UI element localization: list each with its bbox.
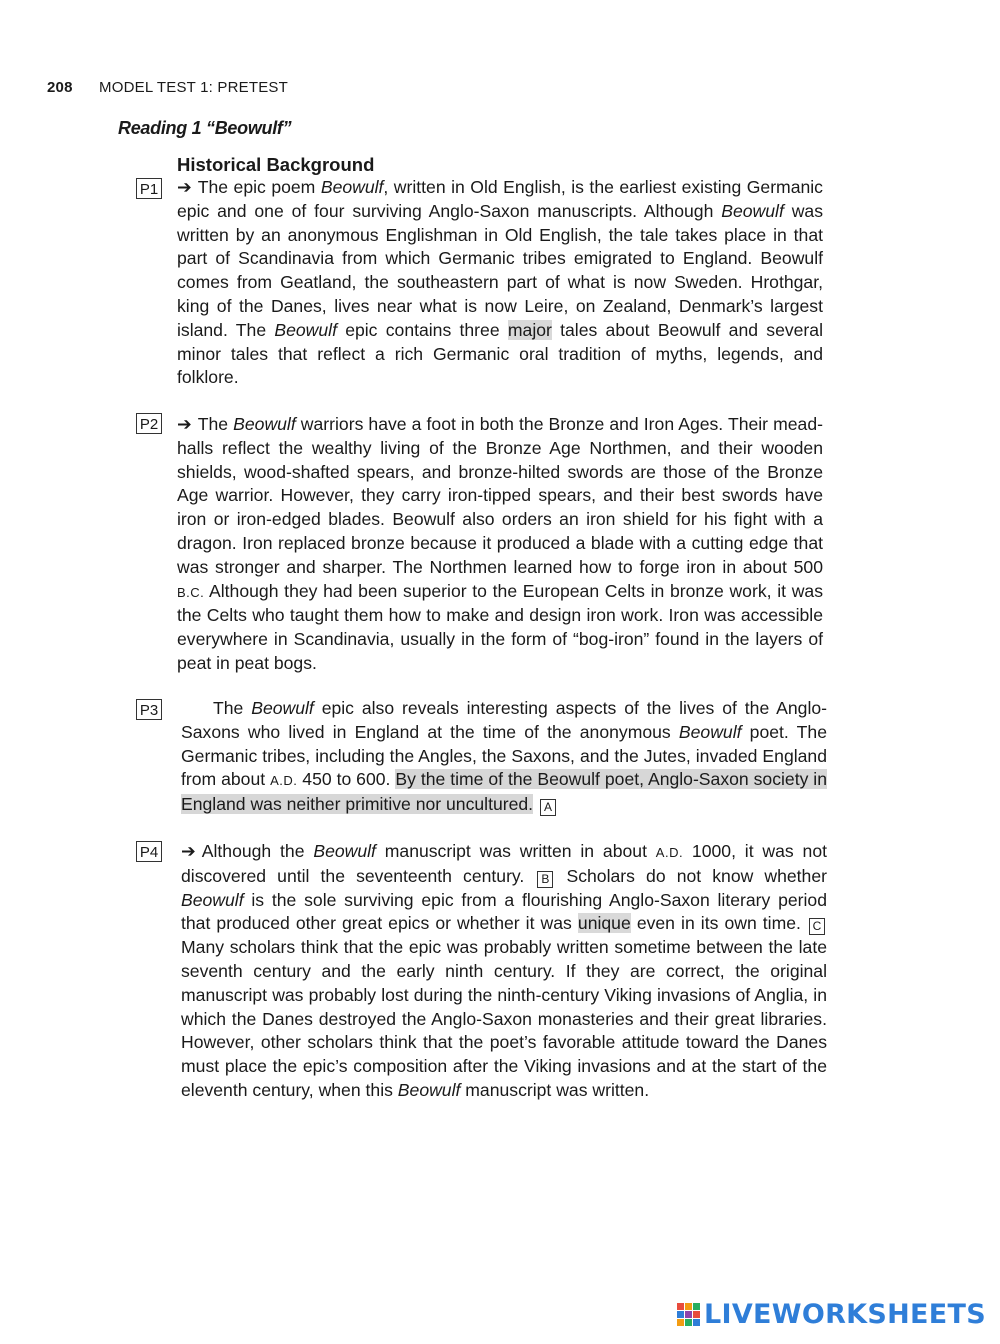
paragraph-label-p3: P3: [136, 699, 162, 720]
paragraph-label-p2: P2: [136, 413, 162, 434]
arrow-icon: ➔: [181, 841, 196, 861]
paragraph-label-p4: P4: [136, 841, 162, 862]
liveworksheets-logo-icon: [677, 1303, 700, 1326]
arrow-icon: ➔: [177, 414, 192, 434]
reading-title: Reading 1 “Beowulf”: [118, 118, 292, 138]
running-head: [47, 79, 288, 96]
paragraph-text-p1: ➔ The epic poem Beowulf, written in Old English, is the earliest existing Germanic epic and one of four surviving Anglo-Saxon manuscripts. Although Beowulf was written by an anonymous Englishman in Old English, the tale takes place in that part of Scandinavia from which Germanic tribes emigrated to England. Beowulf comes from Geatland, the southeastern part of what is now Sweden. Hrothgar, king of the Danes, lives near what is now Leire, on Zealand, Denmark’s largest island. The Beowulf epic contains three major tales about Beowulf and several minor tales that reflect a rich Germanic oral tradition of myths, legends, and folklore.: [177, 177, 823, 388]
paragraph-text-p4: ➔ Although the Beowulf manuscript was written in about A.D. 1000, it was not discovered until the seventeenth century. B Scholars do not know whether Beowulf is the sole surviving epic from a flourishing Anglo-Saxon literary period that produced other great epics or whether it was unique even in its own time. C Many scholars think that the epic was probably written sometime between the late seventh century and the early ninth century. If they are correct, the original manuscript was probably lost during the ninth-century Viking invasions of Anglia, in which the Danes destroyed the Anglo-Saxon monasteries and their great libraries. However, other scholars think that the poet’s favorable attitude toward the Danes must place the epic’s composition after the Viking invasions and at the start of the eleventh century, when this Beowulf manuscript was written.: [181, 841, 827, 1100]
insertion-marker-b[interactable]: B: [537, 871, 553, 888]
highlighted-word-unique[interactable]: unique: [577, 913, 631, 934]
liveworksheets-logo: [677, 1299, 986, 1330]
page-number: 208: [47, 79, 73, 96]
paragraph-text-p3: The Beowulf epic also reveals interesting aspects of the lives of the Anglo-Saxons who lived in England at the time of the anonymous Beowulf poet. The Germanic tribes, including the Angles, the Saxons, and the Jutes, invaded England from about A.D. 450 to 600. By the time of the Beowulf poet, Anglo-Saxon society in England was neither primitive nor uncultured. A: [181, 698, 828, 815]
arrow-icon: ➔: [177, 177, 192, 197]
insertion-marker-a[interactable]: A: [540, 799, 556, 816]
insertion-marker-c[interactable]: C: [809, 918, 825, 935]
paragraph-label-p1: P1: [136, 178, 162, 199]
highlighted-sentence[interactable]: By the time of the Beowulf poet, Anglo-Saxon society in England was neither primitive nor uncultured.: [181, 769, 828, 815]
paragraph-text-p2: ➔ The Beowulf warriors have a foot in both the Bronze and Iron Ages. Their mead-halls reflect the wealthy living of the Bronze Age Northmen, and their wooden shields, wood-shafted spears, and bronze-hilted swords are those of the Bronze Age warrior. However, they carry iron-tipped spears, and their best swords have iron or iron-edged blades. Beowulf also orders an iron shield for his fight with a dragon. Iron replaced bronze because it produced a blade with a cutting edge that was stronger and sharper. The Northmen learned how to forge iron in about 500 B.C. Although they had been superior to the European Celts in bronze work, it was the Celts who taught them how to make and design iron work. Iron was accessible everywhere in Scandinavia, usually in the form of “bog-iron” found in the layers of peat in peat bogs.: [177, 414, 823, 673]
brand-name: LIVEWORKSHEETS: [703, 1299, 986, 1330]
section-heading: Historical Background: [177, 154, 375, 175]
running-title: MODEL TEST 1: PRETEST: [99, 79, 288, 96]
highlighted-word-major[interactable]: major: [507, 319, 552, 340]
